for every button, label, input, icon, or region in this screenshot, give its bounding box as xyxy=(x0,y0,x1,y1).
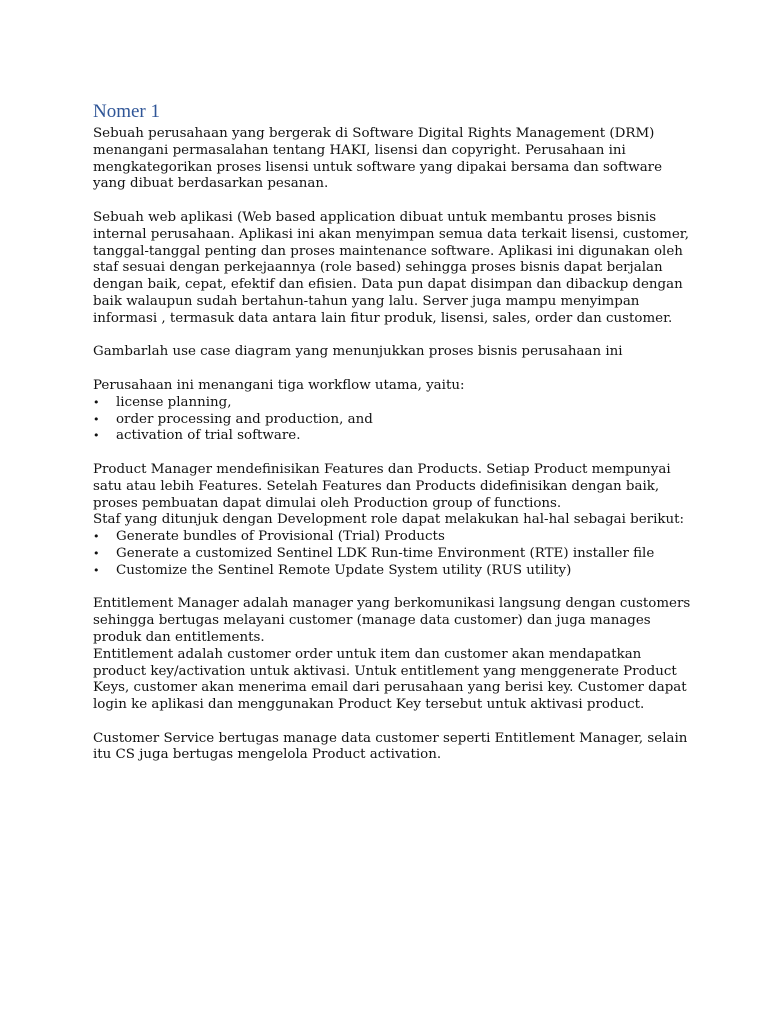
list-item xyxy=(93,546,693,563)
document-heading: Nomer 1 xyxy=(93,101,161,122)
list-item xyxy=(93,395,693,412)
paragraph-spacer xyxy=(93,580,693,597)
entitlement-paragraph: Entitlement adalah customer order untuk item dan customer akan mendapatkan product key/activation untuk aktivasi. Untuk entitlement yang menggenerate Product Keys, customer akan menerima email dari perusahaan yang berisi key. Customer dapat login ke aplikasi dan menggunakan Product Key tersebut untuk aktivasi product. xyxy=(93,646,687,713)
paragraph-spacer xyxy=(93,328,693,345)
document-page xyxy=(93,100,693,764)
paragraph-spacer xyxy=(93,445,693,462)
customer-service-paragraph: Customer Service bertugas manage data customer seperti Entitlement Manager, selain itu CS juga bertugas mengelola Product activation. xyxy=(93,730,688,763)
development-task-list xyxy=(93,529,693,579)
list-item xyxy=(93,563,693,580)
paragraph-spacer xyxy=(93,193,693,210)
list-item-text: order processing and production, and xyxy=(116,411,373,427)
list-item xyxy=(93,529,693,546)
intro-paragraph: Sebuah perusahaan yang bergerak di Software Digital Rights Management (DRM) menangani permasalahan tentang HAKI, lisensi dan copyright. Perusahaan ini mengkategorikan proses lisensi untuk software yang dipakai bersama dan software yang dibuat berdasarkan pesanan. xyxy=(93,126,663,192)
bullet-icon: • xyxy=(93,546,100,560)
bullet-icon: • xyxy=(93,530,100,544)
list-item-text: Generate bundles of Provisional (Trial) Products xyxy=(116,529,445,545)
workflow-list xyxy=(93,395,693,445)
bullet-icon: • xyxy=(93,429,100,443)
entitlement-manager-paragraph: Entitlement Manager adalah manager yang berkomunikasi langsung dengan customers sehingga bertugas melayani customer (manage data customer) dan juga manages produk dan entitlements. xyxy=(93,596,691,645)
list-item xyxy=(93,412,693,429)
list-item-text: activation of trial software. xyxy=(116,428,301,444)
bullet-icon: • xyxy=(93,395,100,409)
workflow-intro-paragraph: Perusahaan ini menangani tiga workflow utama, yaitu: xyxy=(93,377,465,393)
list-item-text: Generate a customized Sentinel LDK Run-time Environment (RTE) installer file xyxy=(116,545,655,561)
task-instruction-paragraph: Gambarlah use case diagram yang menunjukkan proses bisnis perusahaan ini xyxy=(93,344,623,360)
web-application-paragraph: Sebuah web aplikasi (Web based application dibuat untuk membantu proses bisnis internal perusahaan. Aplikasi ini akan menyimpan semua data terkait lisensi, customer, tanggal-tanggal penting dan proses maintenance software. Aplikasi ini digunakan oleh staf sesuai dengan perkejaannya (role based) sehingga proses bisnis dapat berjalan dengan baik, cepat, efektif dan efisien. Data pun dapat disimpan dan dibackup dengan baik walaupun sudah bertahun-tahun yang lalu. Server juga mampu menyimpan informasi , termasuk data antara lain fitur produk, lisensi, sales, order dan customer. xyxy=(93,209,689,326)
bullet-icon: • xyxy=(93,563,100,577)
product-manager-paragraph: Product Manager mendefinisikan Features dan Products. Setiap Product mempunyai satu atau lebih Features. Setelah Features dan Products didefinisikan dengan baik, proses pembuatan dapat dimulai oleh Production group of functions. xyxy=(93,461,671,511)
paragraph-spacer xyxy=(93,714,693,731)
paragraph-spacer xyxy=(93,361,693,378)
development-role-paragraph: Staf yang ditunjuk dengan Development role dapat melakukan hal-hal sebagai berikut: xyxy=(93,512,684,528)
list-item xyxy=(93,428,693,445)
bullet-icon: • xyxy=(93,412,100,426)
list-item-text: license planning, xyxy=(116,394,232,410)
list-item-text: Customize the Sentinel Remote Update System utility (RUS utility) xyxy=(116,562,572,578)
